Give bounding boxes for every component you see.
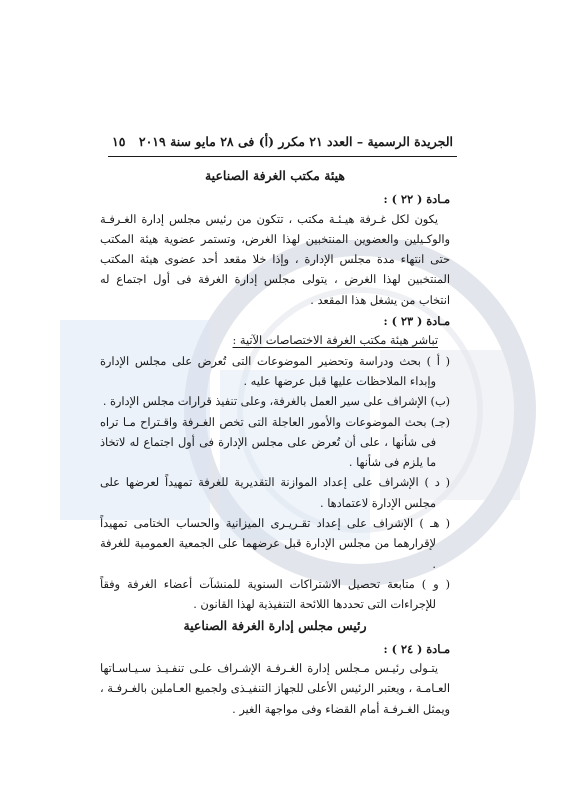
- article-paragraph: يكون لكل غـرفة هيـئـة مكتب ، تتكون من رئيس مجلس إدارة الغـرفـة والوكـيلين والعضوين المنتخبين لهذا الغرض، وتستمر عضوية هيئة المكتب حتى انتهاء مدة مجلس الإدارة ، وإذا خلا مقعد أحد عضوى هيئة المكتب المنتخبين لهذا الغرض ، يتولى مجلس إدارة الغرفة فى أول اجتماع له انتخاب من يشغل هذا المقعد .: [100, 212, 450, 307]
- section-heading: رئيس مجلس إدارة الغرفة الصناعية: [183, 617, 367, 633]
- list-item: ( أ ) بحث ودراسة وتحضير الموضوعات التى تُعرض على مجلس الإدارة وإبداء الملاحظات عليها قبل عرضها عليه .: [100, 354, 450, 388]
- gazette-title: الجريدة الرسمية – العدد ٢١ مكرر (أ) فى ٢٨ مايو سنة ٢٠١٩: [138, 134, 453, 149]
- article-heading: مـادة ( ٢٢ ) :: [383, 192, 450, 207]
- list-item: ( د ) الإشراف على إعداد الموازنة التقديرية للغرفة تمهيداً لعرضها على مجلس الإدارة لاعتمادها .: [100, 476, 450, 510]
- list-item: ( و ) متابعة تحصيل الاشتراكات السنوية للمنشآت أعضاء الغرفة وفقاً للإجراءات التى تحددها اللائحة التنفيذية لهذا القانون .: [100, 577, 450, 612]
- list-item: (جـ) بحث الموضوعات والأمور العاجلة التى تخص الغـرفة واقـتراح مـا تراه فى شأنها ، على أن تُعرض على مجلس الإدارة فى أول اجتماع له لاتخاذ ما يلزم فى شأنها .: [100, 415, 450, 470]
- page-number: ١٥: [112, 134, 126, 149]
- article-heading: مـادة ( ٢٣ ) :: [383, 314, 450, 329]
- page-header: [112, 134, 453, 154]
- article-heading: مـادة ( ٢٤ ) :: [383, 641, 450, 656]
- article-intro: تباشر هيئة مكتب الغرفة الاختصاصات الآتية :: [232, 334, 438, 348]
- document-body: [100, 166, 450, 720]
- section-heading: هيئة مكتب الغرفة الصناعية: [204, 168, 346, 183]
- header-divider: [108, 156, 457, 157]
- list-item: (ب) الإشراف على سير العمل بالغرفة، وعلى تنفيذ قرارات مجلس الإدارة .: [102, 395, 450, 409]
- article-paragraph: يتـولى رئيـس مـجلس إدارة الغـرفـة الإشـراف علـى تنفـيـذ سـيـاسـاتها العـامـة ، ويعتبر الرئيس الأعلى للجهاز التنفيـذى ولجميع العـاملين بالغـرفـة ، ويمثل الغـرفـة أمام القضاء وفى مواجهة الغير .: [100, 662, 450, 716]
- list-item: ( هـ ) الإشراف على إعداد تقـريـرى الميزانية والحساب الختامى تمهيداً لإقرارهما من مجلس الإدارة قبل عرضهما على الجمعية العمومية للغرفة .: [100, 517, 450, 571]
